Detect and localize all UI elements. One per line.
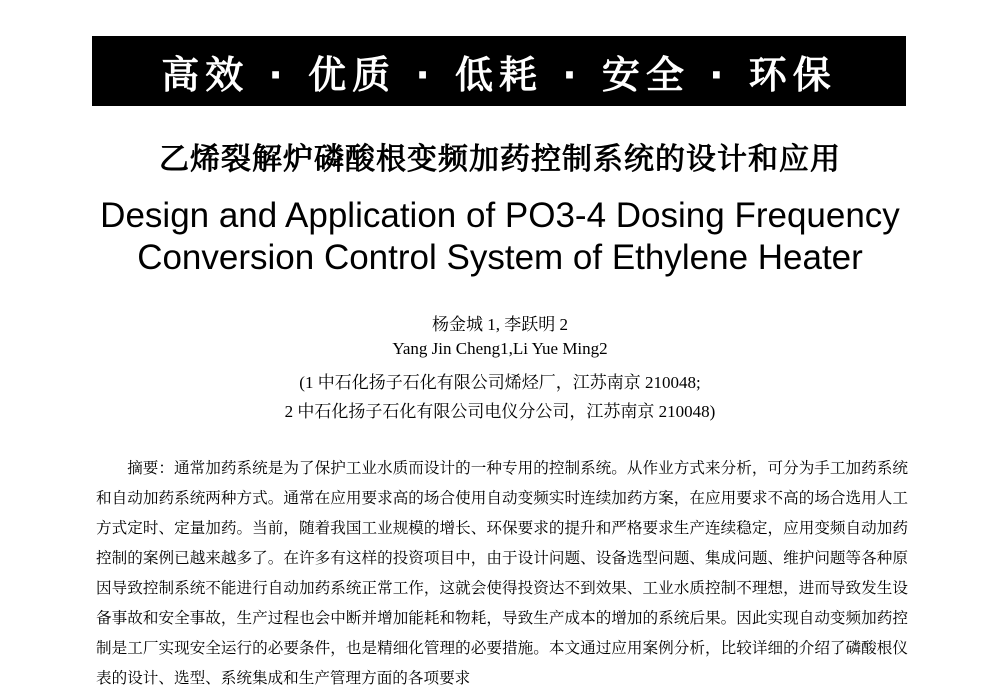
paper-title-english-line-1: Design and Application of PO3-4 Dosing Frequency: [100, 196, 900, 235]
authors-chinese: 杨金城 1, 李跃明 2: [432, 315, 568, 334]
paper-title-chinese: 乙烯裂解炉磷酸根变频加药控制系统的设计和应用: [159, 142, 841, 177]
journal-slogan-banner: 高效 · 优质 · 低耗 · 安全 · 环保: [92, 36, 906, 106]
affiliation-2: 2 中石化扬子石化有限公司电仪分公司，江苏南京 210048): [284, 402, 716, 421]
abstract-paragraph: 摘要：通常加药系统是为了保护工业水质而设计的一种专用的控制系统。从作业方式来分析，可分为手工加药系统和自动加药系统两种方式。通常在应用要求高的场合使用自动变频实时连续加药方案，在应用要求不高的场合选用人工方式定时、定量加药。当前，随着我国工业规模的增长、环保要求的提升和严格要求生产连续稳定，应用变频自动加药控制的案例已越来越多了。在许多有这样的投资项目中，由于设计问题、设备选型问题、集成问题、维护问题等各种原因导致控制系统不能进行自动加药系统正常工作，这就会使得投资达不到效果、工业水质控制不理想，进而导致发生设备事故和安全事故，生产过程也会中断并增加能耗和物耗，导致生产成本的增加的系统后果。因此实现自动变频加药控制是工厂实现安全运行的必要条件，也是精细化管理的必要措施。本文通过应用案例分析，比较详细的介绍了磷酸根仪表的设计、选型、系统集成和生产管理方面的各项要求: [96, 459, 908, 687]
paper-title-english-line-2: Conversion Control System of Ethylene Heater: [137, 238, 863, 277]
affiliation-1: (1 中石化扬子石化有限公司烯烃厂，江苏南京 210048;: [299, 373, 701, 392]
authors-english: Yang Jin Cheng1,Li Yue Ming2: [392, 339, 608, 358]
